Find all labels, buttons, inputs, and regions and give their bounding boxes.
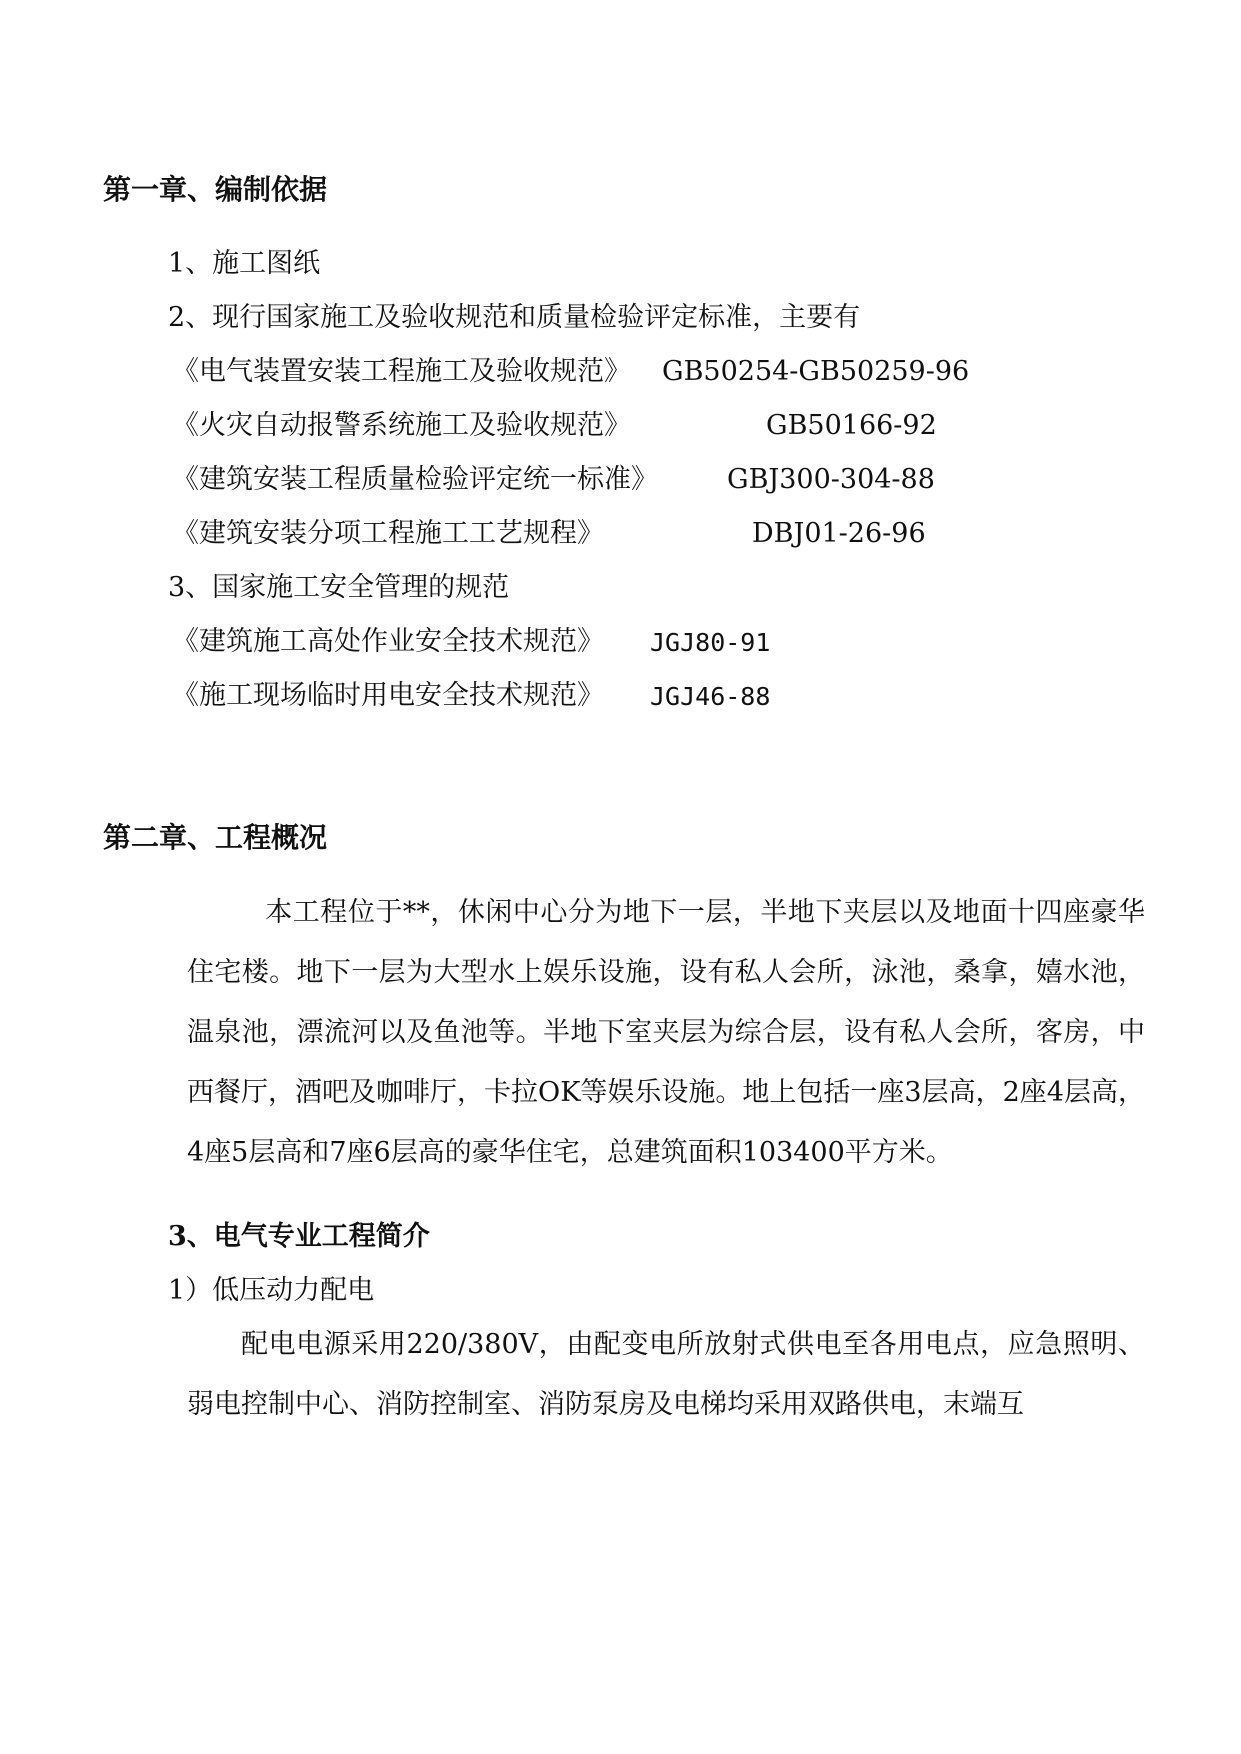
standard-name: 《建筑安装分项工程施工工艺规程》 xyxy=(172,518,604,549)
safety-standard-name: 《建筑施工高处作业安全技术规范》 xyxy=(172,626,604,657)
chapter2-title: 第二章、工程概况 xyxy=(103,821,328,854)
standard-name: 《火灾自动报警系统施工及验收规范》 xyxy=(172,410,631,441)
standard-name: 《建筑安装工程质量检验评定统一标准》 xyxy=(172,464,658,495)
standard-code: GB50166-92 xyxy=(766,410,937,441)
safety-standard-code: JGJ80-91 xyxy=(650,628,771,657)
chapter1-title: 第一章、编制依据 xyxy=(103,173,328,206)
power-paragraph xyxy=(187,1315,1145,1435)
standard-name: 《电气装置安装工程施工及验收规范》 xyxy=(172,356,631,387)
standard-code: DBJ01-26-96 xyxy=(752,518,926,549)
item-3: 3、国家施工安全管理的规范 xyxy=(168,572,510,603)
standard-code: GBJ300-304-88 xyxy=(727,464,935,495)
overview-text: 本工程位于**，休闲中心分为地下一层，半地下夹层以及地面十四座豪华住宅楼。地下一层为大型水上娱乐设施，设有私人会所，泳池，桑拿，嬉水池，温泉池，漂流河以及鱼池等。半地下室夹层为综合层，设有私人会所，客房，中西餐厅，酒吧及咖啡厅，卡拉OK等娱乐设施。地上包括一座3层高，2座4层高，4座5层高和7座6层高的豪华住宅，总建筑面积103400平方米。 xyxy=(187,897,1145,1168)
safety-standard-name: 《施工现场临时用电安全技术规范》 xyxy=(172,680,604,711)
section3-title: 3、电气专业工程简介 xyxy=(168,1221,430,1252)
item-2: 2、现行国家施工及验收规范和质量检验评定标准，主要有 xyxy=(168,302,861,333)
item-1: 1、施工图纸 xyxy=(168,248,321,279)
safety-standard-code: JGJ46-88 xyxy=(650,682,771,711)
overview-paragraph xyxy=(187,883,1145,1183)
standard-code: GB50254-GB50259-96 xyxy=(662,356,970,387)
power-text: 配电电源采用220/380V，由配变电所放射式供电至各用电点，应急照明、弱电控制中心、消防控制室、消防泵房及电梯均采用双路供电，末端互 xyxy=(187,1329,1145,1420)
subsection-1: 1）低压动力配电 xyxy=(168,1275,375,1306)
